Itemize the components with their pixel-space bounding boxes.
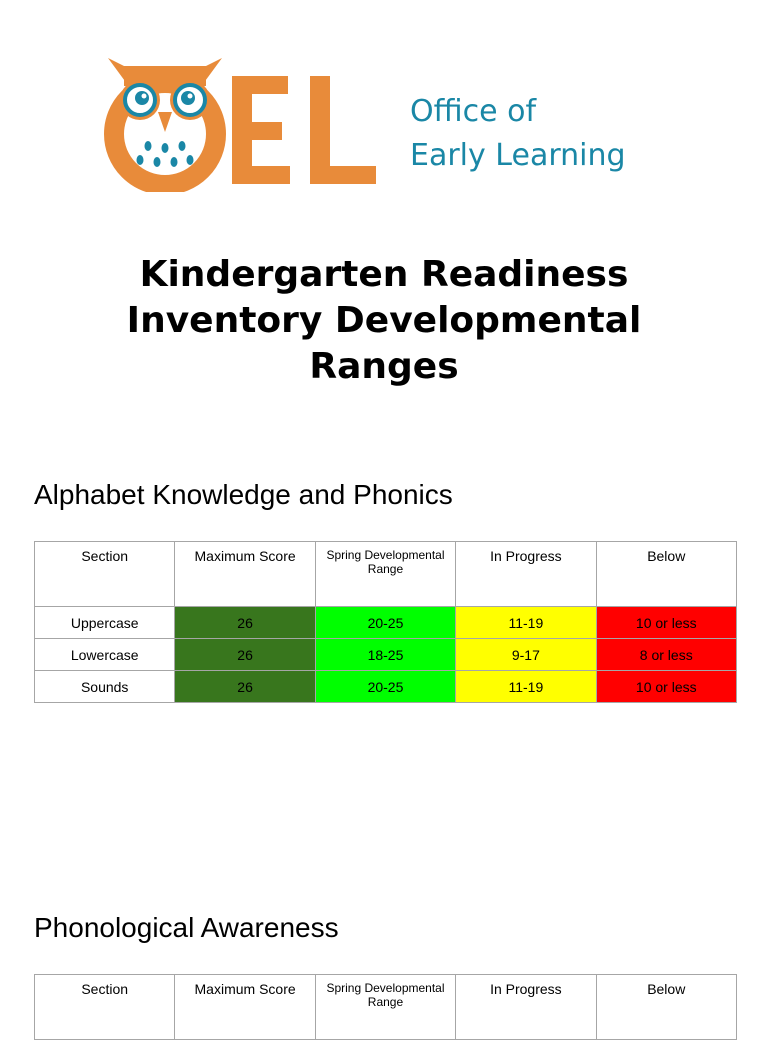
alphabet-ranges-table [34,541,737,703]
header-in-progress: In Progress [456,542,596,607]
owl-icon [100,52,390,192]
cell-spring-range: 20-25 [315,607,455,639]
cell-maximum-score: 26 [175,607,315,639]
cell-below: 10 or less [596,607,736,639]
cell-maximum-score: 26 [175,639,315,671]
brand-line-1: Office of [410,94,537,129]
brand-line-2: Early Learning [410,138,626,173]
cell-spring-range: 18-25 [315,639,455,671]
cell-section: Lowercase [35,639,175,671]
header-in-progress: In Progress [456,975,596,1040]
header-section: Section [35,542,175,607]
header-spring-range: Spring Developmental Range [315,542,455,607]
section-title-alphabet: Alphabet Knowledge and Phonics [34,479,453,510]
header-section: Section [35,975,175,1040]
cell-section: Uppercase [35,607,175,639]
cell-in-progress: 11-19 [456,671,596,703]
header-maximum-score: Maximum Score [175,542,315,607]
cell-section: Sounds [35,671,175,703]
cell-in-progress: 11-19 [456,607,596,639]
brand-name [410,90,626,178]
header-maximum-score: Maximum Score [175,975,315,1040]
phonological-ranges-table [34,974,737,1040]
section-title-phonological: Phonological Awareness [34,912,339,943]
document-title: Kindergarten Readiness Inventory Developmental Ranges [126,254,642,387]
table-row [35,607,737,639]
header-below: Below [596,542,736,607]
cell-below: 8 or less [596,639,736,671]
office-of-early-learning-logo [100,52,670,192]
cell-in-progress: 9-17 [456,639,596,671]
table-row [35,671,737,703]
table-header-row [35,542,737,607]
header-below: Below [596,975,736,1040]
table-row [35,639,737,671]
cell-maximum-score: 26 [175,671,315,703]
header-spring-range: Spring Developmental Range [315,975,455,1040]
cell-spring-range: 20-25 [315,671,455,703]
cell-below: 10 or less [596,671,736,703]
table-header-row [35,975,737,1040]
